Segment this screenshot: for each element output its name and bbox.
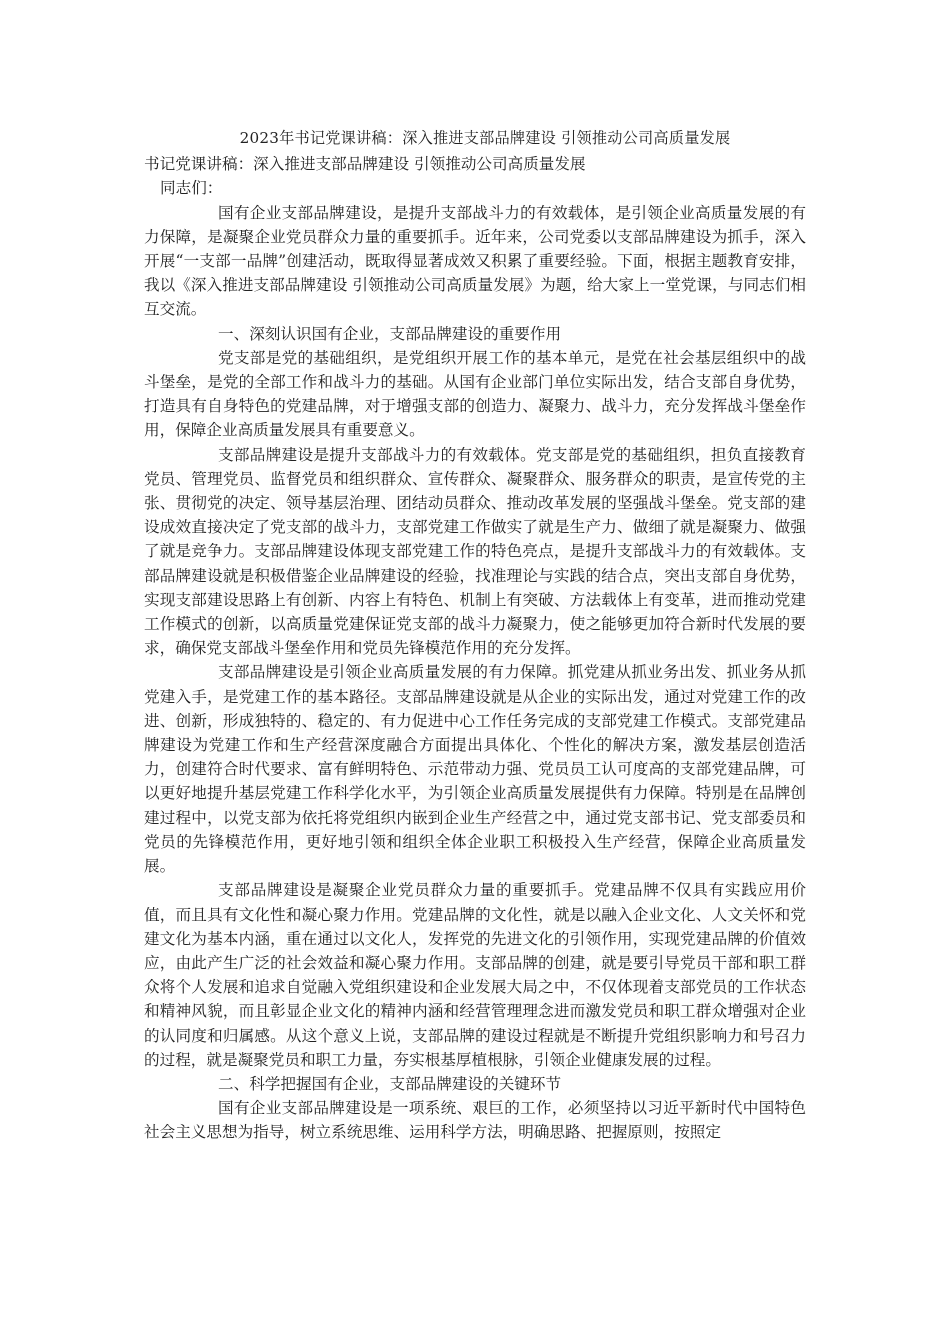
section-1-paragraph-3: 支部品牌建设是引领企业高质量发展的有力保障。抓党建从抓业务出发、抓业务从抓党建入手，是党建工作的基本路径。支部品牌建设就是从企业的实际出发，通过对党建工作的改进、创新，形成独特的、稳定的、有力促进中心工作任务完成的支部党建工作模式。支部党建品牌建设为党建工作和生产经营深度融合方面提出具体化、个性化的解决方案，激发基层创造活力，创建符合时代要求、富有鲜明特色、示范带动力强、党员员工认可度高的支部党建品牌，可以更好地提升基层党建工作科学化水平，为引领企业高质量发展提供有力保障。特别是在品牌创建过程中，以党支部为依托将党组织内嵌到企业生产经营之中，通过党支部书记、党支部委员和党员的先锋模范作用，更好地引领和组织全体企业职工积极投入生产经营，保障企业高质量发展。 — [144, 663, 806, 876]
section-2-paragraph-1: 国有企业支部品牌建设是一项系统、艰巨的工作，必须坚持以习近平新时代中国特色社会主义思想为指导，树立系统思维、运用科学方法，明确思路、把握原则，按照定 — [144, 1099, 806, 1142]
sub-title: 书记党课讲稿：深入推进支部品牌建设 引领推动公司高质量发展 — [144, 155, 586, 174]
document-page — [144, 122, 806, 1145]
section-1-paragraph-4: 支部品牌建设是凝聚企业党员群众力量的重要抓手。党建品牌不仅具有实践应用价值，而且具有文化性和凝心聚力作用。党建品牌的文化性，就是以融入企业文化、人文关怀和党建文化为基本内涵，重在通过以文化人，发挥党的先进文化的引领作用，实现党建品牌的价值效应，由此产生广泛的社会效益和凝心聚力作用。支部品牌的创建，就是要引导党员干部和职工群众将个人发展和追求自觉融入党组织建设和企业发展大局之中，不仅体现着支部党员的工作状态和精神风貌，而且彰显企业文化的精神内涵和经营管理理念进而激发党员和职工群众增强对企业的认同度和归属感。从这个意义上说，支部品牌的建设过程就是不断提升党组织影响力和号召力的过程，就是凝聚党员和职工力量，夯实根基厚植根脉，引领企业健康发展的过程。 — [144, 881, 806, 1069]
section-1-paragraph-2: 支部品牌建设是提升支部战斗力的有效载体。党支部是党的基础组织，担负直接教育党员、管理党员、监督党员和组织群众、宣传群众、凝聚群众、服务群众的职责，是宣传党的主张、贯彻党的决定、领导基层治理、团结动员群众、推动改革发展的坚强战斗堡垒。党支部的建设成效直接决定了党支部的战斗力，支部党建工作做实了就是生产力、做细了就是凝聚力、做强了就是竞争力。支部品牌建设体现支部党建工作的特色亮点，是提升支部战斗力的有效载体。支部品牌建设就是积极借鉴企业品牌建设的经验，找准理论与实践的结合点，突出支部自身优势，实现支部建设思路上有创新、内容上有特色、机制上有突破、方法载体上有变革，进而推动党建工作模式的创新，以高质量党建保证党支部的战斗力凝聚力，使之能够更加符合新时代发展的要求，确保党支部战斗堡垒作用和党员先锋模范作用的充分发挥。 — [144, 445, 806, 658]
section-2-heading: 二、科学把握国有企业，支部品牌建设的关键环节 — [218, 1074, 562, 1093]
greeting: 同志们： — [160, 179, 223, 198]
main-title: 2023年书记党课讲稿：深入推进支部品牌建设 引领推动公司高质量发展 — [239, 129, 731, 147]
section-1-paragraph-1: 党支部是党的基础组织，是党组织开展工作的基本单元，是党在社会基层组织中的战斗堡垒，是党的全部工作和战斗力的基础。从国有企业部门单位实际出发，结合支部自身优势，打造具有自身特色的党建品牌，对于增强支部的创造力、凝聚力、战斗力，充分发挥战斗堡垒作用，保障企业高质量发展具有重要意义。 — [144, 348, 806, 440]
section-1-heading: 一、深刻认识国有企业，支部品牌建设的重要作用 — [218, 324, 562, 343]
intro-paragraph: 国有企业支部品牌建设，是提升支部战斗力的有效载体，是引领企业高质量发展的有力保障，是凝聚企业党员群众力量的重要抓手。近年来，公司党委以支部品牌建设为抓手，深入开展“一支部一品牌”创建活动，既取得显著成效又积累了重要经验。下面，根据主题教育安排，我以《深入推进支部品牌建设 引领推动公司高质量发展》为题，给大家上一堂党课，与同志们相互交流。 — [144, 203, 806, 319]
